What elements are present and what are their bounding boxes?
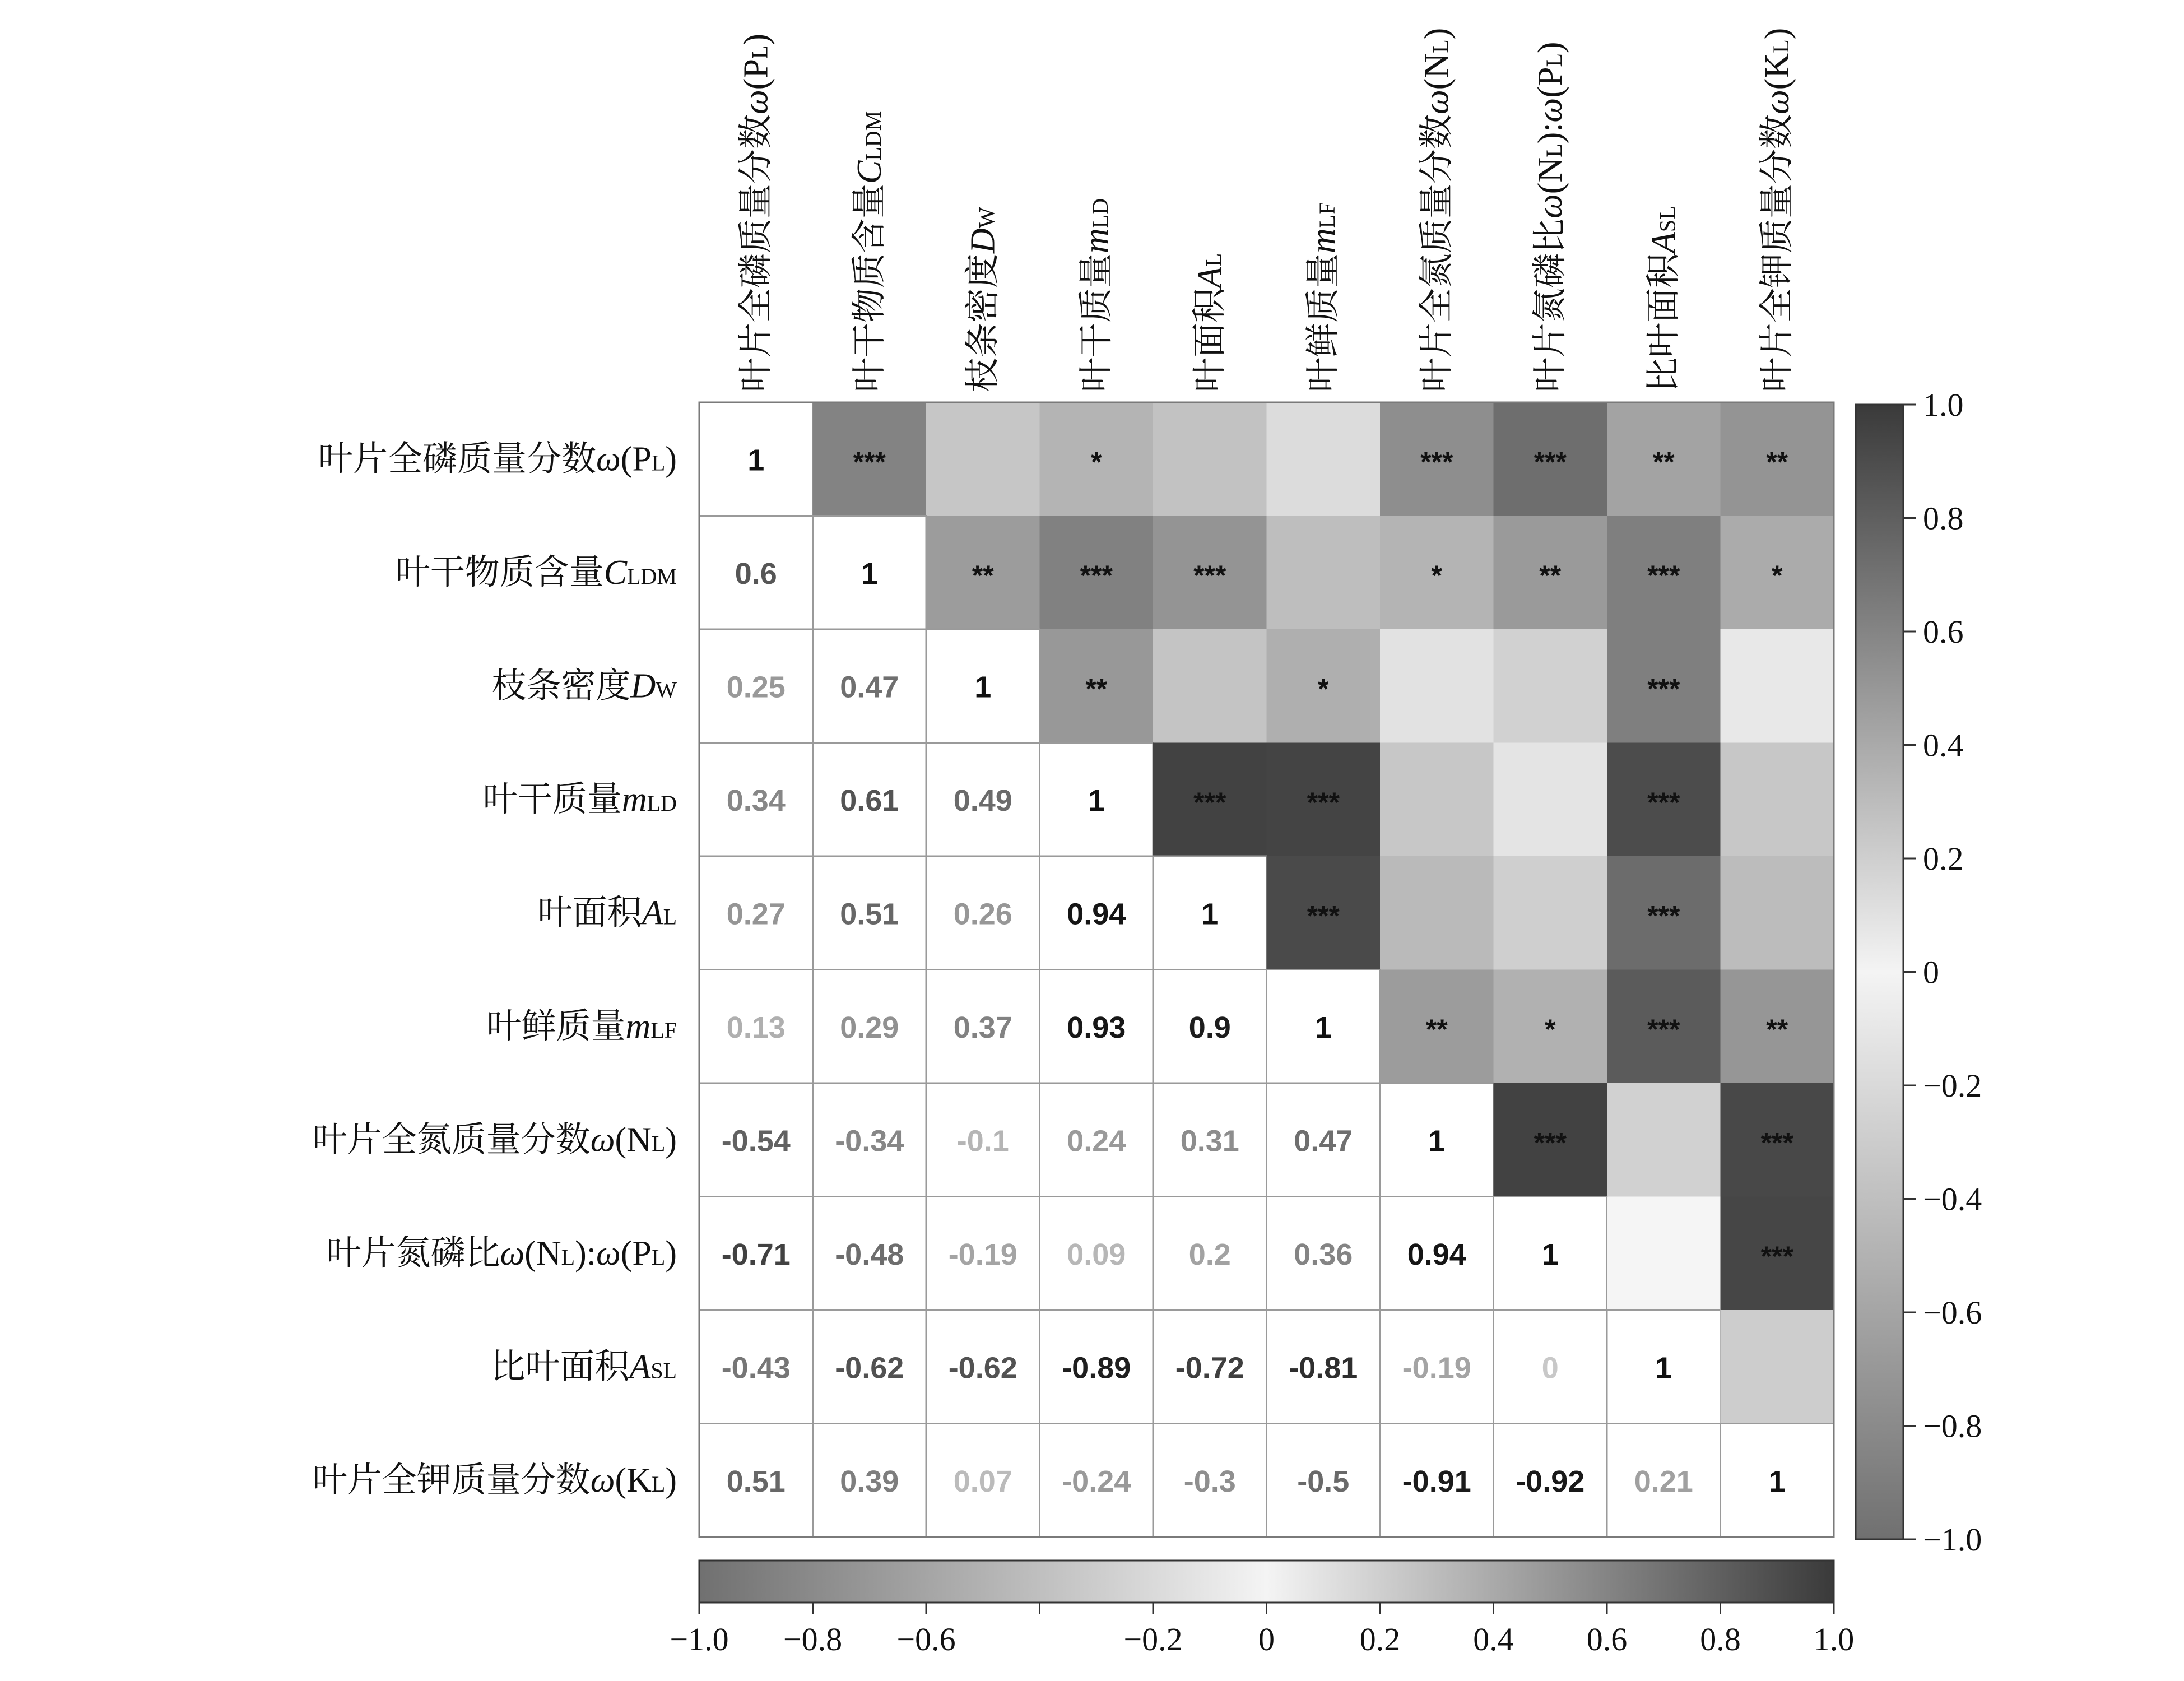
significance-stars: ***	[1647, 673, 1680, 705]
row-label-var2: ω	[596, 1234, 621, 1273]
col-label-var: m	[1077, 228, 1116, 253]
colorbar-right-tick-label: 0.4	[1923, 727, 1964, 764]
colorbar-right-tick-label: −0.6	[1923, 1294, 1982, 1331]
significance-stars: ***	[1647, 786, 1680, 818]
col-label-text: 叶片氮磷比	[1531, 218, 1569, 392]
significance-stars: ***	[1307, 900, 1340, 932]
col-label-paren: (P	[737, 59, 775, 90]
col-label-var: A	[1191, 267, 1229, 288]
colorbar-right	[1856, 387, 1982, 1558]
heatmap-cell-r2-c9	[1721, 629, 1834, 743]
colorbar-right-tick-label: 0.8	[1923, 500, 1964, 537]
heatmap-cell-r2-c4	[1153, 629, 1267, 743]
heatmap-cell-r0-c4	[1153, 402, 1267, 516]
significance-stars: **	[1766, 1013, 1788, 1045]
colorbar-right-tick-label: 0.6	[1923, 614, 1964, 650]
correlation-value: 0.26	[953, 897, 1012, 931]
correlation-value: 0.2	[1188, 1237, 1231, 1271]
row-label-paren: (N	[615, 1121, 652, 1159]
col-label-var: C	[850, 160, 889, 184]
col-label-text: 枝条密度	[964, 253, 1002, 392]
row-label-9	[313, 1461, 677, 1499]
correlation-value: 0.27	[726, 897, 786, 931]
correlation-value: -0.24	[1062, 1464, 1131, 1498]
correlation-value: 0.94	[1067, 897, 1126, 931]
significance-stars: ***	[1307, 786, 1340, 818]
significance-stars: ***	[1760, 1240, 1793, 1272]
row-label-var: C	[603, 553, 628, 592]
significance-stars: *	[1431, 559, 1442, 591]
col-label-close: )	[1418, 27, 1456, 40]
row-label-paren: (P	[620, 440, 652, 479]
significance-stars: ***	[1420, 446, 1453, 478]
colorbar-right-tick-label: 1.0	[1923, 387, 1964, 423]
col-label-paren: (K	[1758, 53, 1796, 90]
row-label-sub2: L	[651, 1244, 666, 1270]
colorbar-right-tick-label: −0.8	[1923, 1408, 1982, 1445]
row-label-text: 叶干质量	[482, 780, 622, 819]
significance-stars: ***	[853, 446, 886, 478]
row-label-var: ω	[596, 440, 621, 479]
significance-stars: ***	[1647, 900, 1680, 932]
correlation-value: 0.36	[1294, 1237, 1353, 1271]
correlation-value: 0.13	[726, 1010, 786, 1044]
row-label-var: A	[629, 1348, 651, 1386]
correlation-value: -0.19	[1402, 1351, 1471, 1385]
colorbar-bottom-tick-label: −0.8	[783, 1621, 843, 1657]
row-label-var: ω	[500, 1234, 525, 1273]
row-label-close: )	[665, 1121, 677, 1159]
correlation-value: -0.92	[1516, 1464, 1585, 1498]
row-label-sub: W	[656, 677, 677, 703]
col-label-text: 叶鲜质量	[1304, 253, 1342, 392]
heatmap-grid	[699, 402, 1834, 1537]
col-label-text: 叶片全磷质量分数	[737, 114, 775, 392]
col-label-sub: L	[1768, 39, 1793, 53]
diagonal-value: 1	[1314, 1010, 1332, 1044]
correlation-value: 0.34	[726, 783, 786, 818]
correlation-value: -0.72	[1175, 1351, 1244, 1385]
row-labels	[313, 440, 677, 1499]
column-label-3	[1077, 198, 1116, 392]
correlation-value: 0.51	[726, 1464, 786, 1498]
significance-stars: **	[1766, 446, 1788, 478]
significance-stars: **	[1085, 673, 1108, 705]
column-label-9	[1758, 28, 1796, 392]
row-label-text: 比叶面积	[490, 1348, 630, 1386]
col-label-text: 叶干物质含量	[850, 183, 889, 392]
diagonal-value: 1	[1201, 897, 1219, 931]
correlation-value: 0.47	[840, 670, 899, 704]
row-label-text: 叶片氮磷比	[326, 1234, 500, 1273]
correlation-value: 0.21	[1634, 1464, 1693, 1498]
column-label-8	[1644, 206, 1683, 392]
col-label-sub: LDM	[860, 110, 886, 161]
heatmap-cell-r0-c5	[1267, 402, 1381, 516]
row-label-8	[490, 1348, 677, 1386]
col-label-sub: L	[747, 45, 773, 59]
correlation-value: -0.48	[835, 1237, 904, 1271]
correlation-value: -0.43	[721, 1351, 791, 1385]
colorbar-bottom-gradient	[699, 1561, 1834, 1603]
col-label-sub: L	[1201, 253, 1226, 267]
heatmap-cell-r3-c9	[1721, 743, 1834, 857]
row-label-sub: LD	[647, 790, 677, 816]
colorbar-bottom-tick-label: −0.2	[1123, 1621, 1183, 1657]
heatmap-cell-r8-c9	[1721, 1310, 1834, 1424]
colorbar-bottom-tick-label: 0.6	[1586, 1621, 1628, 1657]
col-label-paren2: (P	[1531, 67, 1569, 98]
colorbar-right-tick-label: 0.2	[1923, 840, 1964, 877]
heatmap-cell-r0-c2	[926, 402, 1040, 516]
col-label-paren: (N	[1531, 157, 1569, 194]
significance-stars: ***	[1647, 559, 1680, 591]
correlation-value: 0	[1541, 1351, 1559, 1385]
diagonal-value: 1	[1088, 783, 1105, 818]
correlation-value: -0.71	[721, 1237, 791, 1271]
significance-stars: ***	[1193, 786, 1226, 818]
row-label-sub: L	[663, 904, 677, 930]
col-label-paren: (N	[1418, 53, 1456, 90]
col-label-sub: LF	[1314, 202, 1340, 229]
row-label-var: D	[630, 667, 656, 705]
colorbar-bottom-tick-label: 0	[1258, 1621, 1275, 1657]
col-label-var: ω	[1418, 90, 1456, 114]
col-label-var: D	[964, 228, 1002, 253]
row-label-3	[483, 781, 677, 819]
correlation-value: 0.47	[1294, 1124, 1353, 1158]
correlation-value: 0.39	[840, 1464, 899, 1498]
row-label-close: )	[665, 1461, 677, 1499]
correlation-value: -0.81	[1289, 1351, 1358, 1385]
significance-stars: ***	[1534, 446, 1567, 478]
row-label-text: 叶片全钾质量分数	[312, 1461, 591, 1499]
heatmap-cell-r6-c8	[1607, 1083, 1721, 1197]
col-label-text: 叶干质量	[1077, 253, 1116, 392]
row-label-sub: L	[651, 1471, 666, 1497]
col-label-sub: SL	[1655, 206, 1680, 233]
correlation-value: -0.5	[1297, 1464, 1350, 1498]
col-label-text: 叶面积	[1191, 287, 1229, 392]
row-label-paren2: (P	[620, 1234, 652, 1273]
correlation-value: 0.9	[1188, 1010, 1231, 1044]
correlation-value: -0.1	[956, 1124, 1009, 1158]
heatmap-cell-r4-c7	[1494, 856, 1607, 970]
significance-stars: *	[1091, 446, 1102, 478]
col-label-sub: L	[1428, 39, 1453, 53]
row-label-4	[538, 894, 677, 932]
col-label-text: 叶片全氮质量分数	[1418, 114, 1456, 392]
significance-stars: **	[1652, 446, 1675, 478]
correlation-value: -0.54	[721, 1124, 791, 1158]
correlation-value: -0.62	[835, 1351, 904, 1385]
row-label-sub: L	[651, 1131, 666, 1157]
row-label-close2: )	[665, 1234, 677, 1273]
correlation-value: 0.29	[840, 1010, 899, 1044]
correlation-value: -0.19	[948, 1237, 1017, 1271]
correlation-value: 0.93	[1067, 1010, 1126, 1044]
heatmap-cell-r2-c7	[1494, 629, 1607, 743]
col-label-text: 叶片全钾质量分数	[1758, 114, 1796, 392]
heatmap-cell-r4-c6	[1380, 856, 1494, 970]
correlation-value: 0.6	[735, 556, 777, 591]
column-label-1	[851, 111, 889, 392]
significance-stars: **	[1425, 1013, 1448, 1045]
row-label-7	[326, 1234, 677, 1273]
row-label-text: 叶鲜质量	[486, 1007, 626, 1046]
column-label-0	[737, 34, 775, 392]
col-label-close: )	[737, 33, 775, 45]
significance-stars: *	[1318, 673, 1329, 705]
colorbar-bottom-tick-label: 1.0	[1813, 1621, 1855, 1657]
col-label-close: ):	[1531, 122, 1569, 144]
colorbar-right-gradient	[1856, 405, 1903, 1539]
row-label-2	[491, 667, 677, 705]
row-label-sub: L	[651, 450, 666, 476]
diagonal-value: 1	[1655, 1351, 1672, 1385]
correlation-value: 0.09	[1067, 1237, 1126, 1271]
significance-stars: **	[972, 559, 994, 591]
colorbar-bottom-tick-label: −1.0	[670, 1621, 729, 1657]
column-label-2	[964, 207, 1002, 392]
col-label-sub: LD	[1087, 198, 1113, 229]
correlation-value: -0.3	[1183, 1464, 1236, 1498]
correlation-value: 0.94	[1407, 1237, 1466, 1271]
correlation-value: 0.25	[726, 670, 786, 704]
colorbar-bottom-tick-label: −0.6	[896, 1621, 956, 1657]
colorbar-bottom-tick-label: 0.4	[1473, 1621, 1514, 1657]
colorbar-right-tick-label: 0	[1923, 954, 1939, 991]
correlation-value: -0.91	[1402, 1464, 1471, 1498]
colorbar-bottom	[670, 1561, 1854, 1657]
colorbar-right-tick-label: −0.4	[1923, 1181, 1982, 1218]
correlation-value: 0.61	[840, 783, 899, 818]
row-label-1	[396, 554, 677, 592]
diagonal-value: 1	[1428, 1124, 1446, 1158]
correlation-value: -0.62	[948, 1351, 1017, 1385]
row-label-paren: (N	[524, 1234, 561, 1273]
correlation-value: 0.51	[840, 897, 899, 931]
row-label-sub: SL	[650, 1358, 677, 1383]
col-label-sub: W	[974, 207, 1000, 229]
correlation-value: -0.34	[835, 1124, 904, 1158]
row-label-var: A	[642, 894, 663, 932]
diagonal-value: 1	[1768, 1464, 1786, 1498]
column-labels	[737, 28, 1796, 392]
correlation-value: 0.49	[953, 783, 1012, 818]
col-label-text: 比叶面积	[1644, 253, 1683, 392]
row-label-text: 叶干物质含量	[395, 553, 604, 592]
heatmap-cell-r2-c6	[1380, 629, 1494, 743]
row-label-0	[318, 440, 677, 478]
row-label-sub: LF	[650, 1017, 677, 1043]
significance-stars: *	[1772, 559, 1783, 591]
diagonal-value: 1	[1541, 1237, 1559, 1271]
heatmap-cell-r4-c9	[1721, 856, 1834, 970]
column-label-4	[1191, 253, 1229, 392]
col-label-close: )	[1758, 27, 1796, 40]
significance-stars: ***	[1193, 559, 1226, 591]
col-label-var: ω	[1531, 194, 1569, 219]
diagonal-value: 1	[974, 670, 992, 704]
column-label-7	[1531, 41, 1569, 392]
row-label-var: ω	[590, 1121, 615, 1159]
significance-stars: *	[1545, 1013, 1556, 1045]
colorbar-bottom-tick-label: 0.8	[1700, 1621, 1741, 1657]
row-label-6	[313, 1121, 677, 1159]
col-label-var: A	[1644, 232, 1683, 253]
correlation-value: -0.89	[1062, 1351, 1131, 1385]
significance-stars: ***	[1647, 1013, 1680, 1045]
significance-stars: ***	[1080, 559, 1113, 591]
heatmap-cell-r3-c6	[1380, 743, 1494, 857]
heatmap-cell-r1-c5	[1267, 516, 1381, 630]
row-label-sub: L	[561, 1244, 575, 1270]
heatmap-cell-r3-c7	[1494, 743, 1607, 857]
row-label-close: ):	[575, 1234, 596, 1273]
col-label-var: ω	[737, 90, 775, 114]
row-label-close: )	[665, 440, 677, 479]
row-label-var: m	[621, 780, 647, 819]
col-label-var2: ω	[1531, 97, 1569, 123]
heatmap-cell-r7-c8	[1607, 1197, 1721, 1311]
row-label-var: ω	[590, 1461, 615, 1499]
colorbar-right-tick-label: −0.2	[1923, 1067, 1982, 1104]
significance-stars: **	[1539, 559, 1562, 591]
correlation-value: 0.31	[1180, 1124, 1239, 1158]
diagonal-value: 1	[747, 443, 765, 477]
col-label-sub2: L	[1541, 53, 1567, 67]
correlation-value: 0.07	[953, 1464, 1012, 1498]
column-label-6	[1418, 28, 1456, 392]
colorbar-right-tick-label: −1.0	[1923, 1521, 1982, 1558]
column-label-5	[1304, 202, 1342, 392]
correlation-value: 0.24	[1067, 1124, 1126, 1158]
correlation-value: 0.37	[953, 1010, 1012, 1044]
significance-stars: ***	[1534, 1127, 1567, 1159]
row-label-text: 叶片全磷质量分数	[318, 440, 596, 479]
row-label-paren: (K	[615, 1461, 652, 1499]
diagonal-value: 1	[861, 556, 878, 591]
row-label-text: 枝条密度	[491, 667, 631, 705]
col-label-close2: )	[1531, 41, 1569, 54]
row-label-text: 叶片全氮质量分数	[312, 1121, 591, 1159]
row-label-var: m	[625, 1007, 651, 1046]
row-label-5	[487, 1007, 677, 1046]
row-label-sub: LDM	[627, 563, 677, 589]
significance-stars: ***	[1760, 1127, 1793, 1159]
colorbar-bottom-tick-label: 0.2	[1359, 1621, 1401, 1657]
col-label-sub: L	[1541, 143, 1567, 157]
col-label-var: ω	[1758, 90, 1796, 114]
row-label-text: 叶面积	[537, 894, 642, 932]
col-label-var: m	[1304, 228, 1342, 253]
